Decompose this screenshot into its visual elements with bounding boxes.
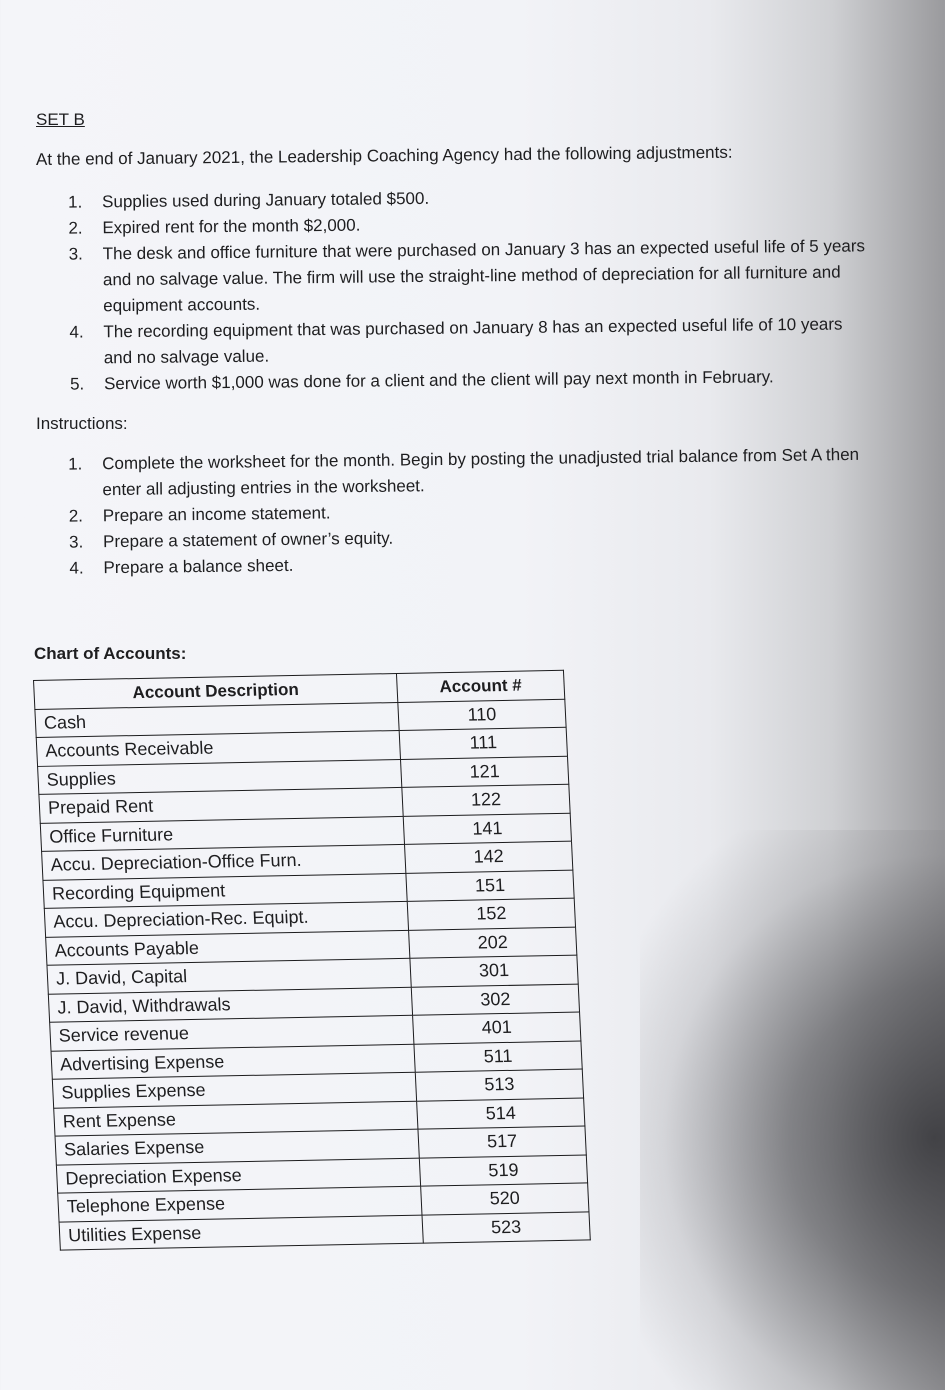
account-number: 111 <box>399 727 567 759</box>
account-description: J. David, Withdrawals <box>48 987 412 1022</box>
account-description: Accounts Payable <box>46 930 410 965</box>
account-number: 141 <box>403 813 571 845</box>
account-number: 520 <box>421 1183 589 1215</box>
account-description: Depreciation Expense <box>56 1158 420 1193</box>
account-description: Cash <box>35 702 399 737</box>
item-text: Service worth $1,000 was done for a client and the client will pay next month in February. <box>103 367 774 394</box>
item-number: 1. <box>68 192 83 212</box>
account-number: 523 <box>422 1211 590 1243</box>
item-text: Complete the worksheet for the month. Begin by posting the unadjusted trial balance from Set A then enter all adjusting entries in the worksheet. <box>102 444 860 500</box>
item-number: 3. <box>68 244 83 264</box>
item-text: The recording equipment that was purchased on January 8 has an expected useful life of 10 years and no salvage value. <box>103 314 843 368</box>
chart-of-accounts-heading: Chart of Accounts: <box>34 644 187 663</box>
account-description: Office Furniture <box>40 816 404 851</box>
instructions-heading: Instructions: <box>36 414 128 433</box>
item-text: Supplies used during January totaled $500. <box>102 188 430 212</box>
item-text: Prepare a statement of owner’s equity. <box>102 528 394 552</box>
account-number: 151 <box>406 870 574 902</box>
item-text: The desk and office furniture that were purchased on January 3 has an expected useful life of 5 years and no salvage value. The firm will use the straight-line method of depreciation for all furniture and equipment accounts. <box>102 236 866 316</box>
list-item <box>37 311 867 372</box>
account-number: 519 <box>419 1154 587 1186</box>
account-number: 513 <box>415 1069 583 1101</box>
account-description: Salaries Expense <box>55 1129 419 1164</box>
account-number: 142 <box>405 841 573 873</box>
account-number: 202 <box>409 927 577 959</box>
account-description: Rent Expense <box>54 1101 418 1136</box>
item-text: Expired rent for the month $2,000. <box>102 215 361 238</box>
account-description: Accu. Depreciation-Office Furn. <box>42 844 406 879</box>
account-number: 401 <box>413 1012 581 1044</box>
item-number: 4. <box>69 558 84 578</box>
item-number: 5. <box>69 374 85 394</box>
account-number: 152 <box>407 898 575 930</box>
item-number: 3. <box>68 532 84 552</box>
item-number: 2. <box>68 506 84 526</box>
account-description: J. David, Capital <box>47 958 411 993</box>
account-number: 121 <box>400 756 568 788</box>
account-description: Accu. Depreciation-Rec. Equipt. <box>44 901 408 936</box>
account-number: 301 <box>410 955 578 987</box>
item-text: Prepare an income statement. <box>102 503 331 526</box>
column-header-description: Account Description <box>34 674 398 709</box>
account-number: 302 <box>411 984 579 1016</box>
item-text: Prepare a balance sheet. <box>103 555 294 578</box>
account-number: 110 <box>398 699 566 731</box>
account-description: Recording Equipment <box>43 873 407 908</box>
account-description: Supplies <box>38 759 402 794</box>
set-title: SET B <box>36 110 85 129</box>
account-number: 514 <box>417 1098 585 1130</box>
account-description: Utilities Expense <box>59 1215 423 1250</box>
intro-paragraph: At the end of January 2021, the Leadership Coaching Agency had the following adjustments: <box>35 142 733 169</box>
account-description: Supplies Expense <box>52 1072 416 1107</box>
account-description: Telephone Expense <box>58 1186 422 1221</box>
adjustments-list <box>36 181 868 398</box>
accounts-table <box>33 670 591 1251</box>
item-number: 4. <box>69 322 84 342</box>
account-description: Prepaid Rent <box>39 787 403 822</box>
account-number: 122 <box>402 784 570 816</box>
column-header-number: Account # <box>396 670 564 702</box>
chart-of-accounts <box>33 670 591 1251</box>
list-item <box>37 233 868 320</box>
photo-shadow <box>640 830 945 1390</box>
account-description: Advertising Expense <box>51 1044 415 1079</box>
instructions-list <box>36 441 898 581</box>
account-number: 517 <box>418 1126 586 1158</box>
item-number: 1. <box>68 454 83 474</box>
account-description: Service revenue <box>50 1015 414 1050</box>
item-number: 2. <box>68 218 83 238</box>
account-number: 511 <box>414 1041 582 1073</box>
account-description: Accounts Receivable <box>36 730 400 765</box>
